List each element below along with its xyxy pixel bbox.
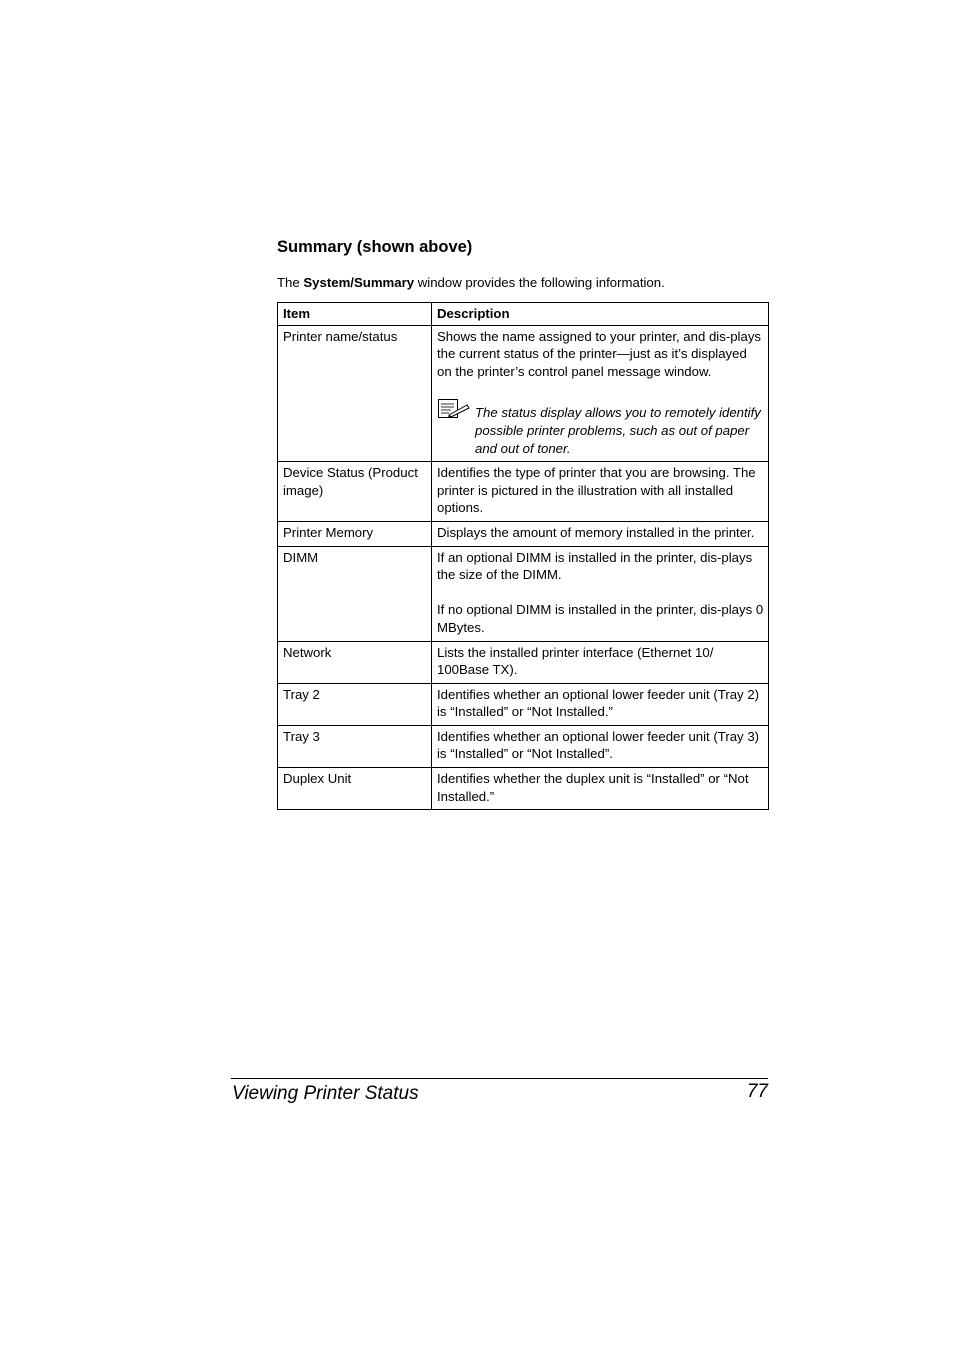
row-description: Identifies whether the duplex unit is “Installed” or “Not Installed.”	[432, 768, 769, 810]
intro-text-end: window provides the following information.	[414, 275, 665, 290]
table-row	[278, 325, 769, 462]
row-item: Tray 2	[278, 683, 432, 725]
row-description: Identifies whether an optional lower feeder unit (Tray 2) is “Installed” or “Not Installed.”	[432, 683, 769, 725]
footer-divider	[231, 1078, 768, 1079]
description-text: If an optional DIMM is installed in the printer, dis-plays the size of the DIMM.	[437, 549, 753, 583]
row-description: Displays the amount of memory installed in the printer.	[432, 521, 769, 546]
row-item: Printer Memory	[278, 521, 432, 546]
table-row	[278, 546, 769, 641]
row-item: Tray 3	[278, 725, 432, 767]
note-block	[437, 398, 764, 457]
intro-paragraph	[277, 275, 665, 290]
row-description	[432, 546, 769, 641]
intro-text-start: The	[277, 275, 304, 290]
page-number: 77	[746, 1081, 768, 1102]
row-description	[432, 325, 769, 462]
row-description: Lists the installed printer interface (Ethernet 10/ 100Base TX).	[432, 641, 769, 683]
description-text: Shows the name assigned to your printer, and dis-plays the current status of the printer—just as it’s displayed on the printer’s control panel message window.	[437, 328, 762, 379]
row-description: Identifies whether an optional lower feeder unit (Tray 3) is “Installed” or “Not Installed”.	[432, 725, 769, 767]
table-row	[278, 683, 769, 725]
row-item: Duplex Unit	[278, 768, 432, 810]
table-row	[278, 462, 769, 522]
row-description: Identifies the type of printer that you are browsing. The printer is pictured in the illustration with all installed options.	[432, 462, 769, 522]
intro-window-name: System/Summary	[303, 275, 415, 290]
row-item: Device Status (Product image)	[278, 462, 432, 522]
description-text-2: If no optional DIMM is installed in the printer, dis-plays 0 MBytes.	[437, 602, 764, 635]
table-row	[278, 521, 769, 546]
paragraph-gap	[437, 584, 764, 602]
footer-chapter-title: Viewing Printer Status	[232, 1083, 419, 1104]
note-pencil-icon	[437, 398, 475, 420]
note-text: The status display allows you to remotely identify possible printer problems, such as out of paper and out of toner.	[475, 405, 761, 456]
table-row	[278, 725, 769, 767]
table-header-row	[278, 303, 769, 326]
row-item: DIMM	[278, 546, 432, 641]
table-row	[278, 641, 769, 683]
table-row	[278, 768, 769, 810]
header-item: Item	[278, 303, 432, 326]
row-item: Network	[278, 641, 432, 683]
info-table	[277, 302, 769, 810]
section-heading: Summary (shown above)	[277, 238, 473, 256]
header-description: Description	[432, 303, 769, 326]
row-item: Printer name/status	[278, 325, 432, 462]
